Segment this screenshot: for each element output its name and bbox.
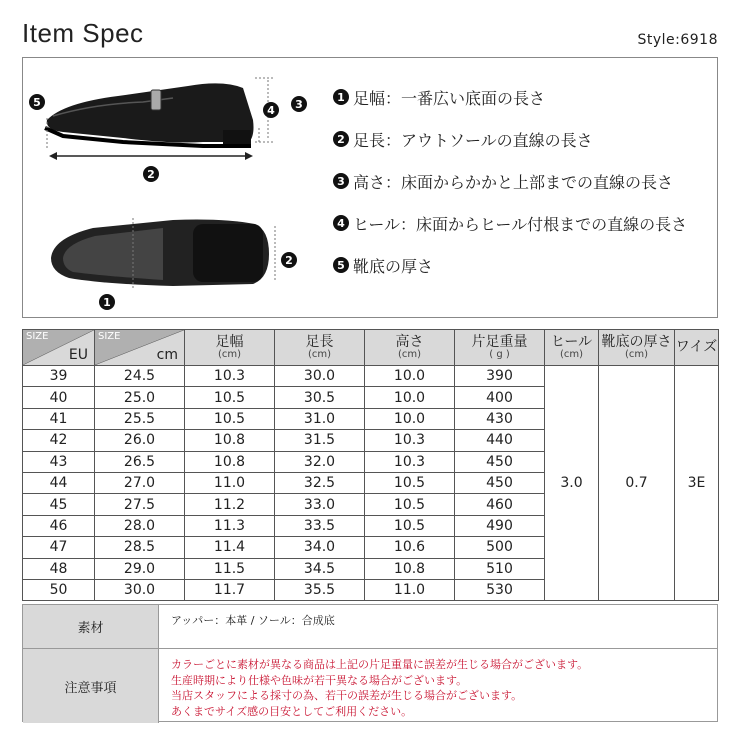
cell-height: 10.0 — [365, 387, 455, 408]
cell-cm: 25.5 — [95, 408, 185, 429]
cell-height: 11.0 — [365, 579, 455, 600]
cell-cm: 27.5 — [95, 494, 185, 515]
cell-width: 11.3 — [185, 515, 275, 536]
cell-weight: 390 — [455, 366, 545, 387]
legend-text: 足長：アウトソールの直線の長さ — [353, 130, 593, 150]
note-line: あくまでサイズ感の目安としてご利用ください。 — [171, 704, 413, 718]
cell-weight: 430 — [455, 408, 545, 429]
cell-width: 11.2 — [185, 494, 275, 515]
cell-cm: 28.0 — [95, 515, 185, 536]
cell-width: 11.4 — [185, 537, 275, 558]
material-row — [23, 605, 717, 649]
page-title: Item Spec — [22, 18, 144, 48]
cell-length: 34.0 — [275, 537, 365, 558]
cell-height: 10.3 — [365, 451, 455, 472]
cell-eu: 44 — [23, 472, 95, 493]
cell-length: 31.0 — [275, 408, 365, 429]
table-header-row — [23, 330, 719, 366]
header-length: 足長 (cm) — [275, 330, 365, 366]
cell-length: 30.0 — [275, 366, 365, 387]
header-cm — [95, 330, 185, 366]
cell-cm: 27.0 — [95, 472, 185, 493]
cell-length: 35.5 — [275, 579, 365, 600]
marker-2-sole: 2 — [281, 252, 297, 268]
shoe-sole-view — [51, 220, 269, 287]
material-value: アッパー：本革 / ソール：合成底 — [171, 614, 335, 627]
cell-height: 10.0 — [365, 408, 455, 429]
cell-weight: 500 — [455, 537, 545, 558]
cell-width: 10.8 — [185, 430, 275, 451]
notes-label: 注意事項 — [23, 649, 159, 723]
legend-number: 2 — [333, 131, 349, 147]
cell-eu: 39 — [23, 366, 95, 387]
cell-width: 10.5 — [185, 408, 275, 429]
cell-width: 11.7 — [185, 579, 275, 600]
cell-height: 10.5 — [365, 472, 455, 493]
cell-eu: 41 — [23, 408, 95, 429]
shoe-illustration — [23, 58, 323, 318]
header-weight: 片足重量 ( g ) — [455, 330, 545, 366]
cell-width: 11.5 — [185, 558, 275, 579]
cell-sole: 0.7 — [599, 366, 675, 601]
cell-weight: 400 — [455, 387, 545, 408]
cell-width: 10.3 — [185, 366, 275, 387]
cell-eu: 46 — [23, 515, 95, 536]
cell-length: 30.5 — [275, 387, 365, 408]
cell-weight: 510 — [455, 558, 545, 579]
cm-label: cm — [156, 347, 178, 364]
marker-1: 1 — [99, 294, 115, 310]
marker-2-side: 2 — [143, 166, 159, 182]
cell-cm: 26.5 — [95, 451, 185, 472]
header-heel: ヒール (cm) — [545, 330, 599, 366]
legend-text: 足幅：一番広い底面の長さ — [353, 88, 546, 108]
note-line: 生産時期により仕様や色味が若干異なる場合がございます。 — [171, 673, 468, 687]
legend-item — [333, 254, 687, 276]
style-number: Style:6918 — [637, 32, 718, 48]
marker-4: 4 — [263, 102, 279, 118]
cell-cm: 24.5 — [95, 366, 185, 387]
cell-width: 11.0 — [185, 472, 275, 493]
cell-length: 31.5 — [275, 430, 365, 451]
note-line: カラーごとに素材が異なる商品は上記の片足重量に誤差が生じる場合がございます。 — [171, 658, 589, 671]
notes-row — [23, 649, 717, 723]
marker-5: 5 — [29, 94, 45, 110]
cell-eu: 42 — [23, 430, 95, 451]
legend-item — [333, 86, 687, 108]
cell-length: 33.5 — [275, 515, 365, 536]
note-line: 当店スタッフによる採寸の為、若干の誤差が生じる場合がございます。 — [171, 689, 523, 703]
cell-weight: 490 — [455, 515, 545, 536]
cell-length: 32.5 — [275, 472, 365, 493]
legend-item — [333, 212, 687, 234]
cell-eu: 47 — [23, 537, 95, 558]
size-table — [22, 329, 719, 601]
cell-height: 10.0 — [365, 366, 455, 387]
cell-length: 32.0 — [275, 451, 365, 472]
cell-weight: 530 — [455, 579, 545, 600]
cm-corner-label: SIZE — [98, 331, 121, 342]
legend-text: 高さ：床面からかかと上部までの直線の長さ — [353, 172, 674, 192]
info-box — [22, 604, 718, 722]
eu-corner-label: SIZE — [26, 331, 49, 342]
cell-eu: 45 — [23, 494, 95, 515]
size-table-body — [23, 366, 719, 601]
cell-weight: 440 — [455, 430, 545, 451]
notes-content — [159, 649, 717, 723]
header-sole: 靴底の厚さ (cm) — [599, 330, 675, 366]
cell-height: 10.5 — [365, 515, 455, 536]
cell-length: 33.0 — [275, 494, 365, 515]
legend-text: ヒール：床面からヒール付根までの直線の長さ — [353, 214, 688, 234]
cell-height: 10.5 — [365, 494, 455, 515]
legend-number: 4 — [333, 215, 349, 231]
material-label: 素材 — [23, 605, 159, 648]
shoe-diagram — [23, 58, 323, 318]
cell-width: 10.8 — [185, 451, 275, 472]
cell-cm: 29.0 — [95, 558, 185, 579]
legend-item — [333, 128, 687, 150]
header-eu — [23, 330, 95, 366]
eu-label: EU — [68, 347, 88, 364]
legend-number: 3 — [333, 173, 349, 189]
cell-weight: 450 — [455, 472, 545, 493]
cell-eu: 48 — [23, 558, 95, 579]
cell-eu: 50 — [23, 579, 95, 600]
header-wise: ワイズ — [675, 330, 719, 366]
table-row — [23, 366, 719, 387]
spec-diagram-box — [22, 57, 718, 318]
cell-height: 10.6 — [365, 537, 455, 558]
cell-height: 10.3 — [365, 430, 455, 451]
marker-3: 3 — [291, 96, 307, 112]
cell-weight: 460 — [455, 494, 545, 515]
cell-wise: 3E — [675, 366, 719, 601]
cell-cm: 30.0 — [95, 579, 185, 600]
legend-text: 靴底の厚さ — [353, 256, 434, 276]
cell-cm: 25.0 — [95, 387, 185, 408]
legend-item — [333, 170, 687, 192]
cell-heel: 3.0 — [545, 366, 599, 601]
shoe-side-view — [45, 83, 254, 146]
cell-weight: 450 — [455, 451, 545, 472]
header-width: 足幅 (cm) — [185, 330, 275, 366]
legend-number: 1 — [333, 89, 349, 105]
cell-eu: 40 — [23, 387, 95, 408]
cell-cm: 26.0 — [95, 430, 185, 451]
legend-number: 5 — [333, 257, 349, 273]
cell-length: 34.5 — [275, 558, 365, 579]
cell-width: 10.5 — [185, 387, 275, 408]
cell-height: 10.8 — [365, 558, 455, 579]
cell-eu: 43 — [23, 451, 95, 472]
header-height: 高さ (cm) — [365, 330, 455, 366]
measurement-legend — [333, 86, 687, 296]
cell-cm: 28.5 — [95, 537, 185, 558]
